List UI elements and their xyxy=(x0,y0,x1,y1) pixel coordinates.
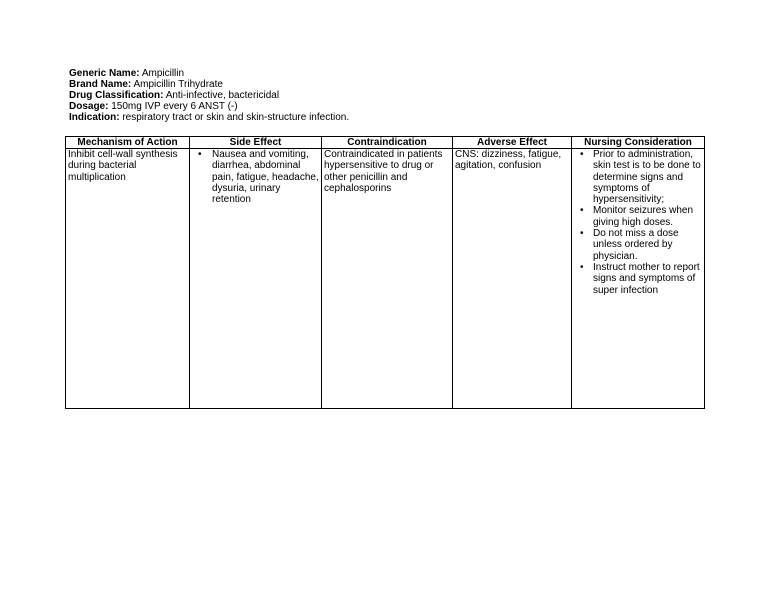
side-effect-list xyxy=(192,149,319,205)
dosage-line xyxy=(69,101,349,112)
indication-value: respiratory tract or skin and skin-structure infection. xyxy=(119,112,350,123)
nursing-consideration-item: • Prior to administration, skin test is to be done to determine signs and symptoms of hypersensitivity; xyxy=(574,149,702,205)
drug-classification-label: Drug Classification: xyxy=(69,90,164,101)
nursing-consideration-cell xyxy=(572,149,705,409)
nursing-consideration-item: • Monitor seizures when giving high doses. xyxy=(574,205,702,228)
generic-name-value: Ampicillin xyxy=(139,68,185,79)
contraindication-cell: Contraindicated in patients hypersensitive to drug or other penicillin and cephalosporins xyxy=(322,149,453,409)
table-row xyxy=(66,149,705,409)
dosage-label: Dosage: xyxy=(69,101,109,112)
side-effect-cell xyxy=(190,149,322,409)
generic-name-line xyxy=(69,68,349,79)
nursing-consideration-list xyxy=(574,149,702,296)
column-header-mechanism: Mechanism of Action xyxy=(66,137,190,149)
column-header-contraindication: Contraindication xyxy=(322,137,453,149)
side-effect-item: • Nausea and vomiting, diarrhea, abdominal pain, fatigue, headache, dysuria, urinary retention xyxy=(192,149,319,205)
drug-study-table xyxy=(65,136,705,409)
brand-name-value: Ampicillin Trihydrate xyxy=(131,79,223,90)
column-header-adverse-effect: Adverse Effect xyxy=(453,137,572,149)
indication-line xyxy=(69,112,349,123)
brand-name-label: Brand Name: xyxy=(69,79,132,90)
brand-name-line xyxy=(69,79,349,90)
adverse-effect-cell: CNS: dizziness, fatigue, agitation, confusion xyxy=(453,149,572,409)
drug-classification-value: Anti-infective, bactericidal xyxy=(163,90,280,101)
drug-classification-line xyxy=(69,90,349,101)
nursing-consideration-item: • Do not miss a dose unless ordered by physician. xyxy=(574,228,702,262)
column-header-nursing-consideration: Nursing Consideration xyxy=(572,137,705,149)
indication-label: Indication: xyxy=(69,112,120,123)
dosage-value: 150mg IVP every 6 ANST (-) xyxy=(108,101,238,112)
drug-header xyxy=(69,68,349,123)
column-header-side-effect: Side Effect xyxy=(190,137,322,149)
mechanism-cell: Inhibit cell-wall synthesis during bacterial multiplication xyxy=(66,149,190,409)
generic-name-label: Generic Name: xyxy=(69,68,140,79)
nursing-consideration-item: • Instruct mother to report signs and symptoms of super infection xyxy=(574,262,702,296)
table-header-row xyxy=(66,137,705,149)
